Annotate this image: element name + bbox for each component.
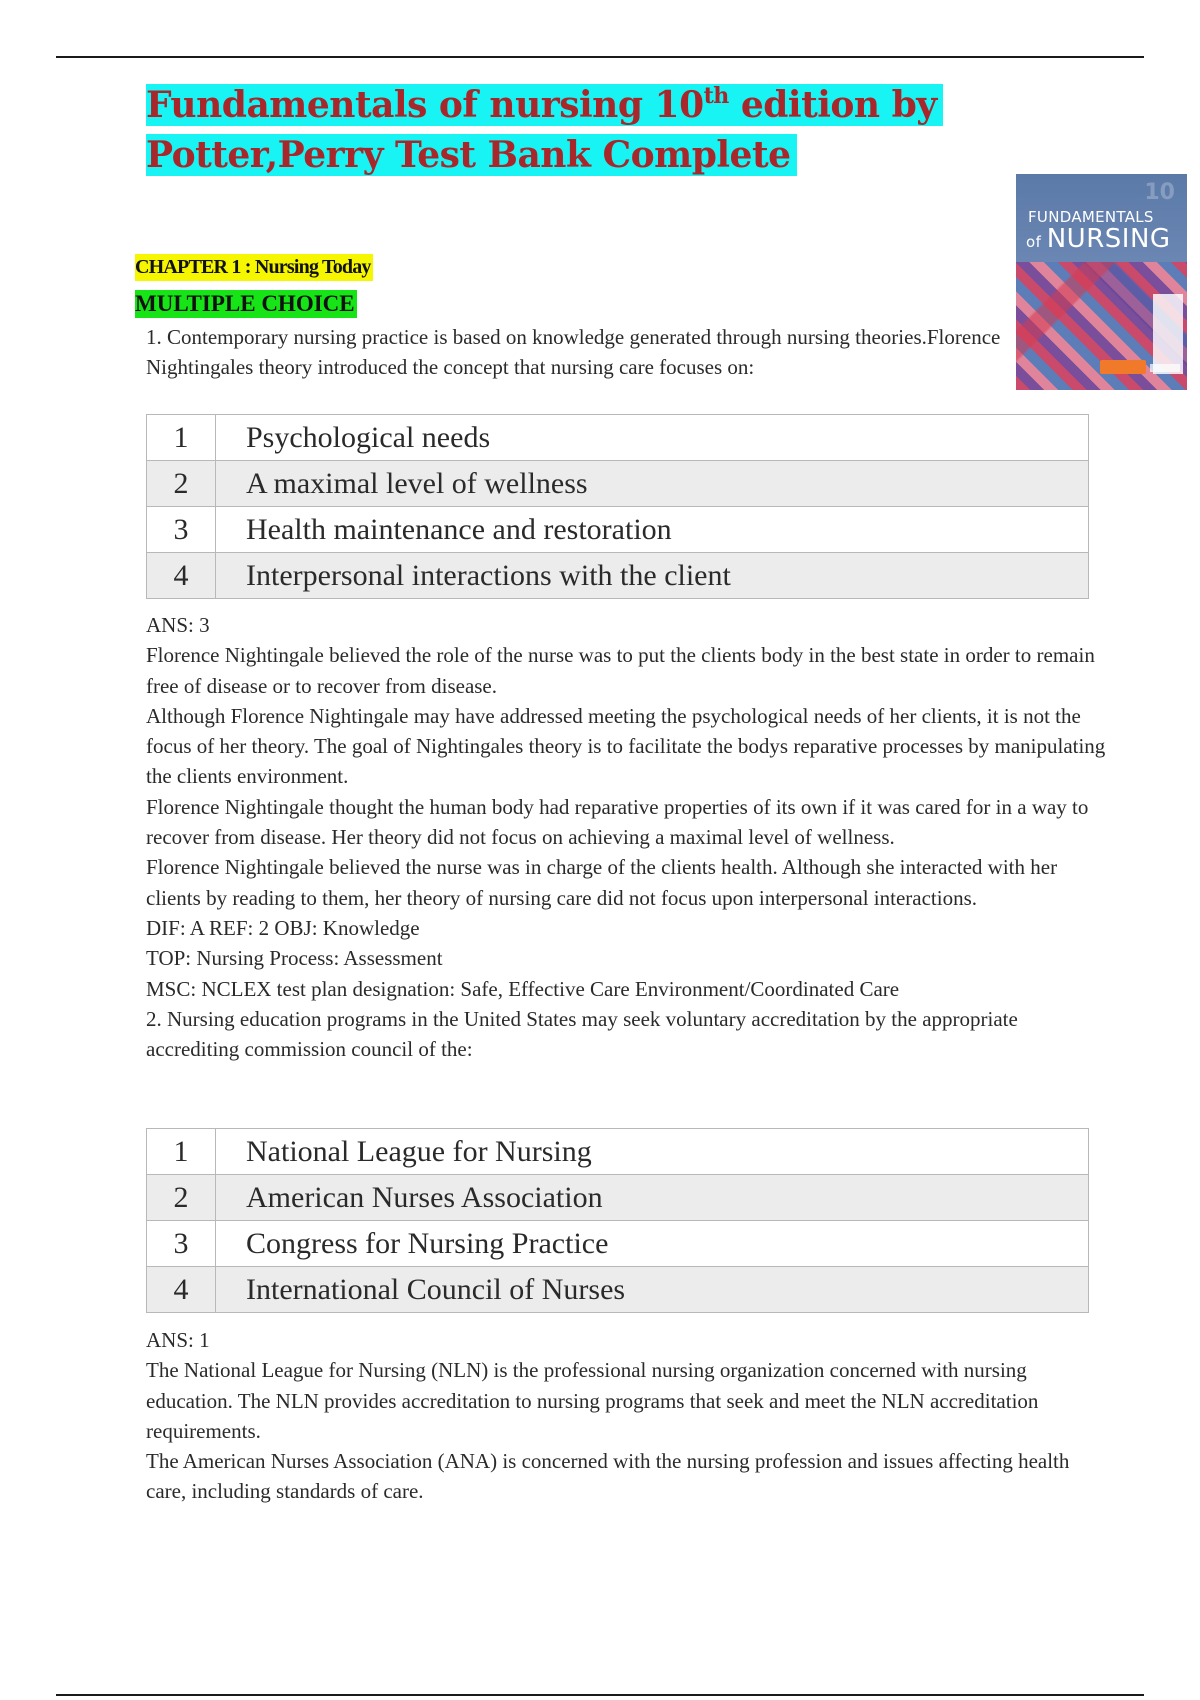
chapter-heading: CHAPTER 1 : Nursing Today — [135, 254, 373, 281]
cover-title-line1: FUNDAMENTALS — [1028, 208, 1154, 226]
cover-edition: 10 — [1144, 180, 1175, 205]
option-number: 2 — [147, 1175, 216, 1221]
option-row — [147, 1129, 1089, 1175]
option-number: 4 — [147, 553, 216, 599]
option-row — [147, 415, 1089, 461]
meta-msc: MSC: NCLEX test plan designation: Safe, Effective Care Environment/Coordinated Care — [146, 976, 900, 1001]
document-title — [146, 80, 943, 180]
meta-topic: TOP: Nursing Process: Assessment — [146, 946, 443, 971]
rationale-paragraph: Florence Nightingale thought the human body had reparative properties of its own if it was cared for in a way to recover from disease. Her theory did not focus on achieving a maximal level of wellness. — [146, 794, 1089, 850]
option-row — [147, 1267, 1089, 1313]
rationale-paragraph: Although Florence Nightingale may have addressed meeting the psychological needs of her clients, it is not the focus of her theory. The goal of Nightingales theory is to facilitate the bodys reparative processes by manipulating the clients environment. — [146, 703, 1106, 789]
option-row — [147, 1175, 1089, 1221]
question-1-options — [146, 414, 1089, 599]
option-text: Health maintenance and restoration — [216, 507, 1089, 553]
option-number: 3 — [147, 1221, 216, 1267]
cover-nursing: NURSING — [1046, 224, 1171, 254]
option-number: 3 — [147, 507, 216, 553]
option-text: International Council of Nurses — [216, 1267, 1089, 1313]
option-number: 1 — [147, 1129, 216, 1175]
option-row — [147, 461, 1089, 507]
publisher-logo-icon — [1100, 360, 1146, 374]
option-text: National League for Nursing — [216, 1129, 1089, 1175]
question-2-answer-block — [146, 1325, 1106, 1507]
rationale-paragraph: The National League for Nursing (NLN) is the professional nursing organization concerned with nursing education. The NLN provides accreditation to nursing programs that seek and meet the NLN accreditation requirements. — [146, 1358, 1039, 1443]
option-number: 1 — [147, 415, 216, 461]
title-line1-post: edition by — [728, 84, 937, 126]
option-number: 2 — [147, 461, 216, 507]
question-2-stem: 2. Nursing education programs in the United States may seek voluntary accreditation by the appropriate accrediting commission council of the: — [146, 1006, 1018, 1062]
cover-of: of — [1026, 233, 1047, 251]
title-superscript: th — [703, 83, 729, 109]
option-number: 4 — [147, 1267, 216, 1313]
question-2-options — [146, 1128, 1089, 1313]
book-cover-image — [1016, 174, 1187, 390]
title-line2: Potter,Perry Test Bank Complete — [146, 134, 797, 176]
option-text: American Nurses Association — [216, 1175, 1089, 1221]
top-rule — [56, 56, 1144, 58]
cover-title-line2 — [1026, 224, 1171, 254]
answer-key: ANS: 3 — [146, 613, 210, 637]
question-1-stem: 1. Contemporary nursing practice is based on knowledge generated through nursing theories.Florence Nightingales theory introduced the concept that nursing care focuses on: — [146, 325, 1001, 380]
option-row — [147, 507, 1089, 553]
option-row — [147, 1221, 1089, 1267]
rationale-paragraph: Florence Nightingale believed the nurse was in charge of the clients health. Although she interacted with her clients by reading to them, her theory of nursing care did not focus upon interpersonal interactions. — [146, 855, 1058, 910]
question-1-answer-block — [146, 610, 1106, 1064]
rationale-paragraph: The American Nurses Association (ANA) is concerned with the nursing profession and issues affecting health care, including standards of care. — [146, 1449, 1070, 1504]
cover-authors-band — [1153, 294, 1183, 374]
option-row — [147, 553, 1089, 599]
option-text: Psychological needs — [216, 415, 1089, 461]
publisher-tagline — [1150, 364, 1180, 372]
answer-key: ANS: 1 — [146, 1328, 210, 1352]
title-line1-pre: Fundamentals of nursing 10 — [146, 84, 704, 126]
option-text: A maximal level of wellness — [216, 461, 1089, 507]
option-text: Congress for Nursing Practice — [216, 1221, 1089, 1267]
section-heading: MULTIPLE CHOICE — [135, 291, 355, 316]
rationale-paragraph: Florence Nightingale believed the role of the nurse was to put the clients body in the best state in order to remain free of disease or to recover from disease. — [146, 643, 1095, 698]
option-text: Interpersonal interactions with the client — [216, 553, 1089, 599]
bottom-rule — [56, 1694, 1144, 1696]
meta-difficulty: DIF: A REF: 2 OBJ: Knowledge — [146, 915, 420, 940]
